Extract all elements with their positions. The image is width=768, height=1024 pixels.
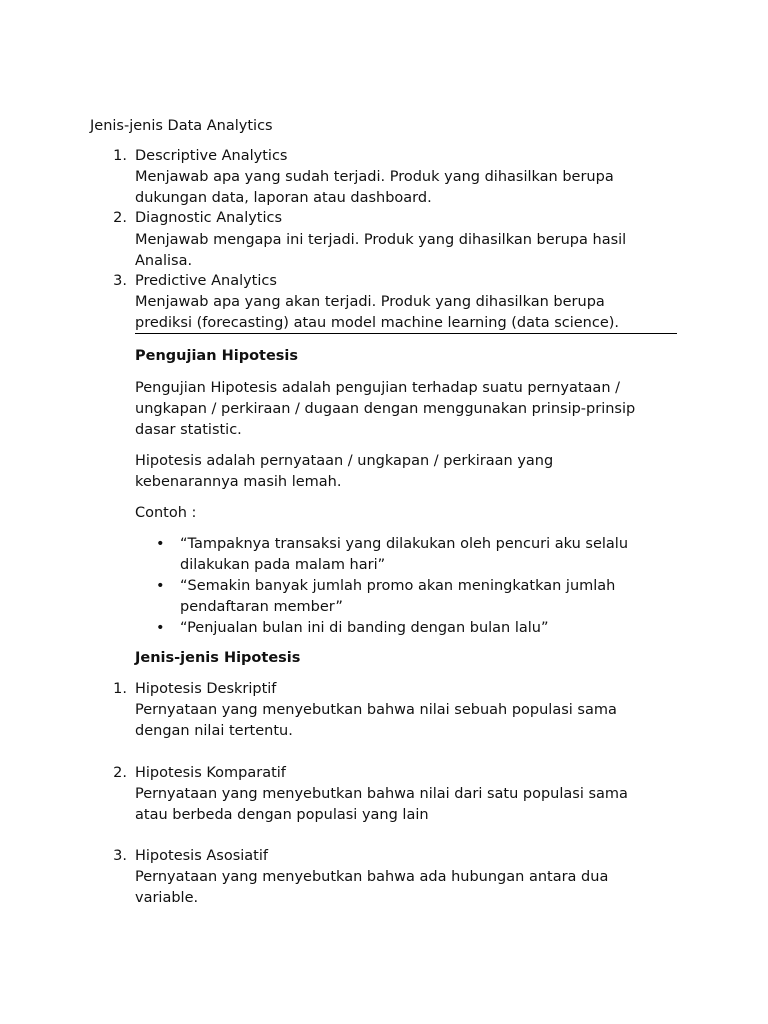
list-item-description: Analisa. bbox=[135, 253, 193, 269]
list-number: 1. bbox=[113, 148, 127, 164]
bullet-text: “Tampaknya transaksi yang dilakukan oleh pencuri aku selalu bbox=[180, 536, 629, 552]
list-item-name: Hipotesis Komparatif bbox=[135, 765, 286, 781]
bullet-icon: • bbox=[156, 536, 165, 552]
paragraph-line: dasar statistic. bbox=[135, 422, 242, 438]
list-item-name: Predictive Analytics bbox=[135, 273, 277, 289]
list-item-description: prediksi (forecasting) atau model machine learning (data science). bbox=[135, 315, 620, 331]
list-item-description: dengan nilai tertentu. bbox=[135, 723, 293, 739]
list-item-description: variable. bbox=[135, 890, 199, 906]
bullet-text: pendaftaran member” bbox=[180, 599, 343, 615]
list-item-name: Hipotesis Asosiatif bbox=[135, 848, 268, 864]
paragraph-line: Pengujian Hipotesis adalah pengujian terhadap suatu pernyataan / bbox=[135, 380, 621, 396]
paragraph-line: Hipotesis adalah pernyataan / ungkapan / perkiraan yang bbox=[135, 453, 554, 469]
list-item-description: dukungan data, laporan atau dashboard. bbox=[135, 190, 432, 206]
list-item-name: Diagnostic Analytics bbox=[135, 210, 283, 226]
list-item-description: Pernyataan yang menyebutkan bahwa nilai sebuah populasi sama bbox=[135, 702, 617, 718]
section-heading: Pengujian Hipotesis bbox=[135, 348, 299, 364]
horizontal-divider bbox=[135, 333, 677, 334]
paragraph-line: kebenarannya masih lemah. bbox=[135, 474, 342, 490]
list-item-description: Menjawab apa yang akan terjadi. Produk yang dihasilkan berupa bbox=[135, 294, 605, 310]
list-item-description: Menjawab mengapa ini terjadi. Produk yang dihasilkan berupa hasil bbox=[135, 232, 627, 248]
list-number: 1. bbox=[113, 681, 127, 697]
list-number: 3. bbox=[113, 273, 127, 289]
list-item-name: Descriptive Analytics bbox=[135, 148, 288, 164]
list-item-description: Pernyataan yang menyebutkan bahwa ada hubungan antara dua bbox=[135, 869, 609, 885]
list-item-name: Hipotesis Deskriptif bbox=[135, 681, 277, 697]
bullet-text: “Semakin banyak jumlah promo akan meningkatkan jumlah bbox=[180, 578, 616, 594]
bullet-text: “Penjualan bulan ini di banding dengan bulan lalu” bbox=[180, 620, 549, 636]
bullet-icon: • bbox=[156, 620, 165, 636]
list-number: 3. bbox=[113, 848, 127, 864]
bullet-icon: • bbox=[156, 578, 165, 594]
bullet-text: dilakukan pada malam hari” bbox=[180, 557, 386, 573]
list-number: 2. bbox=[113, 210, 127, 226]
list-item-description: atau berbeda dengan populasi yang lain bbox=[135, 807, 429, 823]
list-number: 2. bbox=[113, 765, 127, 781]
example-label: Contoh : bbox=[135, 505, 197, 521]
list-item-description: Pernyataan yang menyebutkan bahwa nilai dari satu populasi sama bbox=[135, 786, 628, 802]
section-heading: Jenis-jenis Hipotesis bbox=[135, 650, 301, 666]
list-item-description: Menjawab apa yang sudah terjadi. Produk yang dihasilkan berupa bbox=[135, 169, 614, 185]
paragraph-line: ungkapan / perkiraan / dugaan dengan menggunakan prinsip-prinsip bbox=[135, 401, 636, 417]
document-title: Jenis-jenis Data Analytics bbox=[90, 118, 273, 134]
